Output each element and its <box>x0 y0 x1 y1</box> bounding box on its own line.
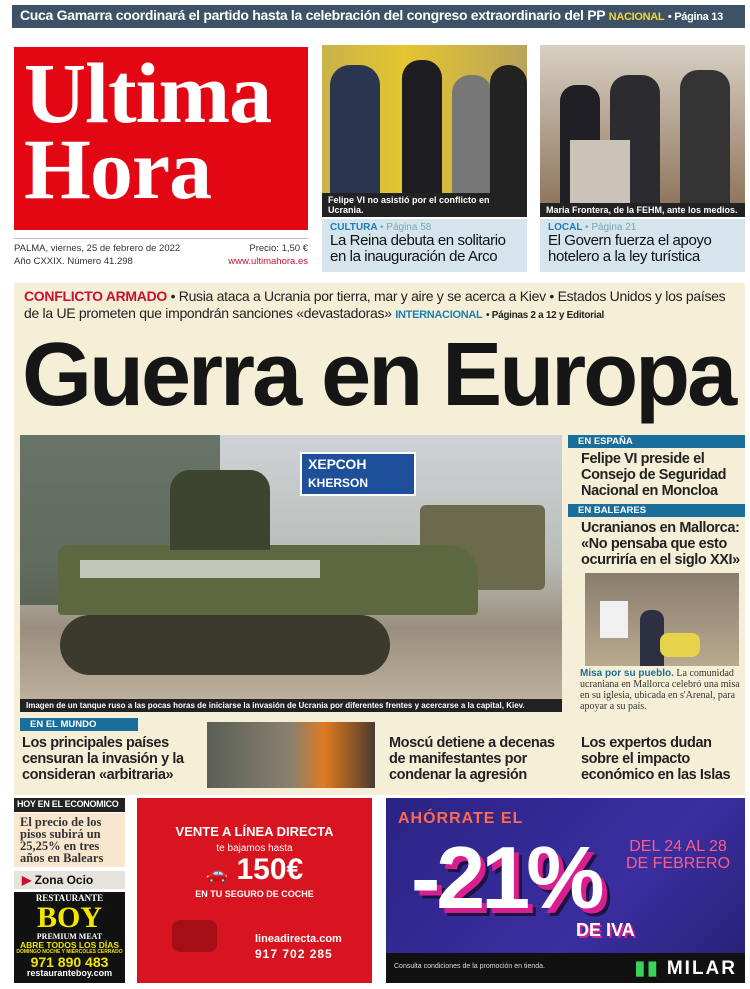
teaser-local[interactable] <box>540 219 745 272</box>
ad-phone: 971 890 483 <box>30 953 109 970</box>
ad-text: DE IVA <box>576 920 635 940</box>
right-column <box>568 435 745 712</box>
logo-line2: Hora <box>24 121 212 217</box>
ad-web: lineadirecta.com <box>255 933 342 945</box>
ad-title: VENTE A LÍNEA DIRECTA <box>175 824 334 839</box>
teaser-section: CULTURA <box>330 222 378 233</box>
economico-tag: HOY EN EL ECONOMICO <box>14 798 125 812</box>
side-headline-baleares[interactable]: Ucranianos en Mallorca: «No pensaba que esto ocurriría en el siglo XXI» <box>581 520 740 568</box>
ad-text: PREMIUM MEAT <box>36 932 103 941</box>
price: Precio: 1,50 € <box>249 243 308 254</box>
teaser-cultura[interactable] <box>322 219 527 272</box>
logo <box>14 47 308 230</box>
ad-phone: 917 702 285 <box>255 947 333 961</box>
ad-text: RESTAURANTE <box>35 893 104 903</box>
world-headline-1[interactable]: Los principales países censuran la invasión y la consideran «arbitraria» <box>22 735 184 783</box>
sign-text: KHERSON <box>308 476 369 490</box>
side-headline-espana[interactable]: Felipe VI preside el Consejo de Seguridad Nacional en Moncloa <box>581 451 727 499</box>
lead-kicker <box>24 288 742 324</box>
ad-web: restauranteboy.com <box>26 967 113 978</box>
ad-dates: DE FEBRERO <box>626 855 731 872</box>
teaser-headline: La Reina debuta en solitario en la inauguración de Arco <box>330 232 506 265</box>
masthead-info <box>14 238 308 268</box>
website-link[interactable]: www.ultimahora.es <box>228 256 308 267</box>
misa-title: Misa por su pueblo. <box>580 668 674 679</box>
boy-ad[interactable] <box>14 892 125 983</box>
ad-brand: MILAR <box>666 958 737 979</box>
lead-photo <box>20 435 562 712</box>
tag-en-baleares: EN BALEARES <box>568 504 745 517</box>
ad-dates: DEL 24 AL 28 <box>629 838 727 855</box>
ad-text: EN TU SEGURO DE COCHE <box>195 889 314 899</box>
banner-page: • Página 13 <box>667 11 723 23</box>
misa-photo <box>585 573 739 666</box>
kicker-label: CONFLICTO ARMADO <box>24 288 167 304</box>
banner-headline: Cuca Gamarra coordinará el partido hasta la celebración del congreso extraordinario del PP <box>20 7 606 23</box>
world-headline-2[interactable]: Moscú detiene a decenas de manifestantes por condenar la agresión <box>389 735 555 783</box>
linea-directa-ad[interactable] <box>137 798 372 983</box>
ad-text: DOMINGO NOCHE Y MIÉRCOLES CERRADO <box>16 948 123 955</box>
logo-line1: Ultima <box>24 45 272 141</box>
ad-text: te bajamos hasta <box>216 843 293 854</box>
ad-note: Consulta condiciones de la promoción en tienda. <box>394 963 545 970</box>
ad-amount: 150€ <box>236 853 304 886</box>
misa-text <box>568 668 745 712</box>
zona-ocio-link[interactable] <box>14 871 125 889</box>
world-photo <box>207 722 375 788</box>
date: PALMA, viernes, 25 de febrero de 2022 <box>14 243 181 254</box>
teaser-photo-2 <box>540 45 745 217</box>
teaser-section: LOCAL <box>548 222 583 233</box>
teaser-photo-1 <box>322 45 527 217</box>
banner-section: NACIONAL <box>608 11 665 23</box>
tag-en-espana: EN ESPAÑA <box>568 435 745 448</box>
main-headline[interactable]: Guerra en Europa <box>22 325 735 425</box>
lead-section-label: INTERNACIONAL <box>395 309 483 321</box>
play-arrow-icon: ▶ <box>22 873 32 887</box>
milar-ad[interactable] <box>386 798 745 983</box>
lead-photo-caption: Imagen de un tanque ruso a las pocas horas de iniciarse la invasión de Ucrania por diferentes frentes y acercarse a la capital, Kiev. <box>20 699 562 712</box>
lead-top <box>22 288 742 425</box>
zona-ocio-label: Zona Ocio <box>34 873 94 887</box>
sign-text: ХЕРСОН <box>308 456 367 472</box>
teaser-page: • Página 21 <box>585 222 637 233</box>
tag-en-el-mundo: EN EL MUNDO <box>20 718 138 731</box>
lead-summary: • Rusia ataca a Ucrania por tierra, mar y aire y se acerca a Kiev • Estados Unidos y los países de la UE prometen que impondrán sanciones «devastadoras» <box>24 288 726 321</box>
ad-text: ABRE TODOS LOS DÍAS <box>19 940 120 950</box>
world-headline-3[interactable]: Los expertos dudan sobre el impacto económico en las Islas <box>581 735 731 783</box>
teaser-headline: El Govern fuerza el apoyo hotelero a la ley turística <box>548 232 712 265</box>
lead-pages: • Páginas 2 a 12 y Editorial <box>486 310 604 321</box>
ad-discount: -21% <box>411 828 601 927</box>
kherson-sign <box>300 452 416 496</box>
car-icon: 🚗 <box>205 863 229 883</box>
ad-brand: BOY <box>36 901 102 934</box>
ad-text: AHÓRRATE EL <box>398 810 524 827</box>
phone-icon <box>172 920 217 952</box>
top-banner[interactable] <box>12 5 745 28</box>
milar-logo-icon: ▮▮ <box>634 958 660 979</box>
issue: Año CXXIX. Número 41.298 <box>14 256 133 267</box>
misa-body: La comunidad ucraniana en Mallorca celebró una misa en su iglesia, ubicada en s'Arenal, para apoyar a su país. <box>580 668 740 712</box>
economico-headline[interactable]: El precio de los pisos subirá un 25,25% en tres años en Balears <box>14 813 125 867</box>
photo-caption: Felipe VI no asistió por el conflicto en Ucrania. <box>322 193 527 217</box>
teaser-page: • Página 58 <box>380 222 432 233</box>
photo-caption: Maria Frontera, de la FEHM, ante los medios. <box>540 203 745 217</box>
